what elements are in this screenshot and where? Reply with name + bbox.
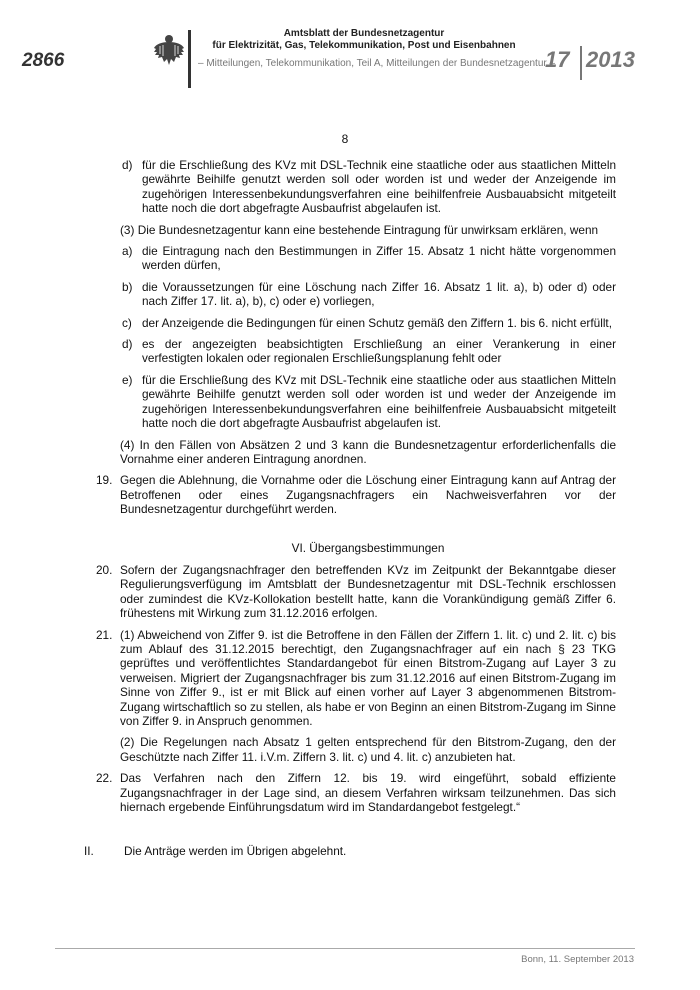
numbered-item-19 [96,473,616,516]
item-number: 20. [96,562,113,577]
list-item-text: für die Erschließung des KVz mit DSL-Technik eine staatliche oder aus staatlichen Mitteln gewährte Beihilfe genutzt werden soll oder worden ist und weder der Anzeigende im zugehörigen Interessenbekundungsverfahren eine beihilfenfreie Ausbauabsicht mitgeteilt hatte noch die dort abgefragte Ausbaufrist abgelaufen ist. [142,158,616,216]
page-number: 2866 [22,50,65,71]
list-item-label: d) [122,337,133,352]
header-title-line1: Amtsblatt der Bundesnetzagentur [283,28,445,39]
list-item-label: c) [122,315,132,330]
issue-divider [580,46,582,80]
list-item-label: a) [122,244,133,259]
list-item-text: die Eintragung nach den Bestimmungen in Ziffer 15. Absatz 1 nicht hätte vorgenommen werden dürfen, [142,244,616,273]
header-divider [188,30,191,88]
list-item-text: die Voraussetzungen für eine Löschung nach Ziffer 16. Absatz 1 lit. a), b) oder d) oder nach Ziffer 17. lit. a), b), c) oder e) vorliegen, [142,279,616,309]
list-item [96,244,616,273]
header-title [200,28,528,52]
list-item [96,316,616,330]
numbered-item-20 [96,563,616,621]
list-item-text: für die Erschließung des KVz mit DSL-Technik eine staatliche oder aus staatlichen Mitteln gewährte Beihilfe genutzt werden soll oder worden ist und weder der Anzeigende im zugehörigen Interessenbekundungsverfahren eine beihilfenfreie Ausbauabsicht mitgeteilt hatte noch die dort abgefragte Ausbaufrist abgelaufen ist. [142,372,616,431]
issue-year: 2013 [586,47,635,72]
item-number: II. [84,844,94,859]
list-item [96,158,616,216]
header-title-line2: für Elektrizität, Gas, Telekommunikation, Post und Eisenbahnen [212,40,516,51]
list-item-label: d) [122,158,133,172]
list-item-text: es der angezeigten beabsichtigten Erschließung an einer Verankerung in einer verfestigten lokalen oder regionalen Erschließungsplanung fehlt oder [142,337,616,366]
roman-item-ii [84,844,616,859]
item-text-paragraph-2: (2) Die Regelungen nach Absatz 1 gelten entsprechend für den Bitstrom-Zugang, den der Geschützte nach Ziffer 11. i.V.m. Ziffern 3. lit. c) und 4. lit. c) anzubieten hat. [120,735,616,764]
document-body [84,158,616,859]
item-text: Das Verfahren nach den Ziffern 12. bis 19. wird eingeführt, sobald effiziente Zugangsnachfrager in der Lage sind, an diesem Verfahren wirksam teilzunehmen. Das sich hiernach ergebende Einführungsdatum wird im Standardangebot festgelegt.“ [120,771,616,815]
list-item [96,373,616,431]
paragraph-3: (3) Die Bundesnetzagentur kann eine bestehende Eintragung für unwirksam erklären, wenn [120,222,599,237]
list-item [96,280,616,309]
document-page-number: 8 [341,132,349,146]
item-number: 22. [96,771,113,786]
footer-date: Bonn, 11. September 2013 [521,954,634,965]
item-text: Sofern der Zugangsnachfrager den betreffenden KVz im Zeitpunkt der Bekanntgabe dieser Regulierungsverfügung im Amtsblatt der Bundesnetzagentur mit DSL-Technik erschlossen oder zumindest die KVz-Kollokation bestellt hatte, kann die Vorankündigung gemäß Ziffer 6. frühestens mit Wirkung zum 31.12.2016 erfolgen. [120,562,616,621]
list-item [96,337,616,366]
issue-number: 17 [545,47,570,72]
footer-divider [55,948,635,949]
list-item-label: e) [122,372,133,387]
section-heading: VI. Übergangsbestimmungen [291,540,445,555]
numbered-item-22 [96,771,616,814]
federal-eagle-logo [152,32,186,68]
list-item-label: b) [122,279,133,294]
numbered-item-21 [96,628,616,765]
item-number: 21. [96,627,113,642]
paragraph-4: (4) In den Fällen von Absätzen 2 und 3 kann die Bundesnetzagentur erforderlichenfalls die Vornahme einer anderen Eintragung anordnen. [120,437,616,466]
item-text: Gegen die Ablehnung, die Vornahme oder die Löschung einer Eintragung kann auf Antrag der Betroffenen oder eines Zugangsnachfragers ein Nachweisverfahren vor der Bundesnetzagentur durchgeführt werden. [120,473,616,517]
item-text: (1) Abweichend von Ziffer 9. ist die Betroffene in den Fällen der Ziffern 1. lit. c) und 2. lit. c) bis zum Ablauf des 31.12.2015 berechtigt, den Zugangsnachfrager auf ein nach § 23 TKG geprüftes und veröffentlichtes Standardangebot für einen Bitstrom-Zugang auf Layer 3 zu verweisen. Migriert der Zugangsnachfrager bis zum 31.12.2016 auf einen Bitstrom-Zugang im Sinne von Ziffer 9., ist er mit Blick auf einen vorher auf Layer 3 abgenommenen Bitstrom-Zugang wirtschaftlich so zu stellen, als habe er von Beginn an einen Bitstrom-Zugang im Sinne von Ziffer 9. in Anspruch genommen. [120,627,616,728]
item-number: 19. [96,473,113,488]
item-text: Die Anträge werden im Übrigen abgelehnt. [124,844,347,859]
header-subtitle: – Mitteilungen, Telekommunikation, Teil A, Mitteilungen der Bundesnetzagentur – [198,58,556,69]
list-item-text: der Anzeigende die Bedingungen für einen Schutz gemäß den Ziffern 1. bis 6. nicht erfüllt, [142,315,612,330]
